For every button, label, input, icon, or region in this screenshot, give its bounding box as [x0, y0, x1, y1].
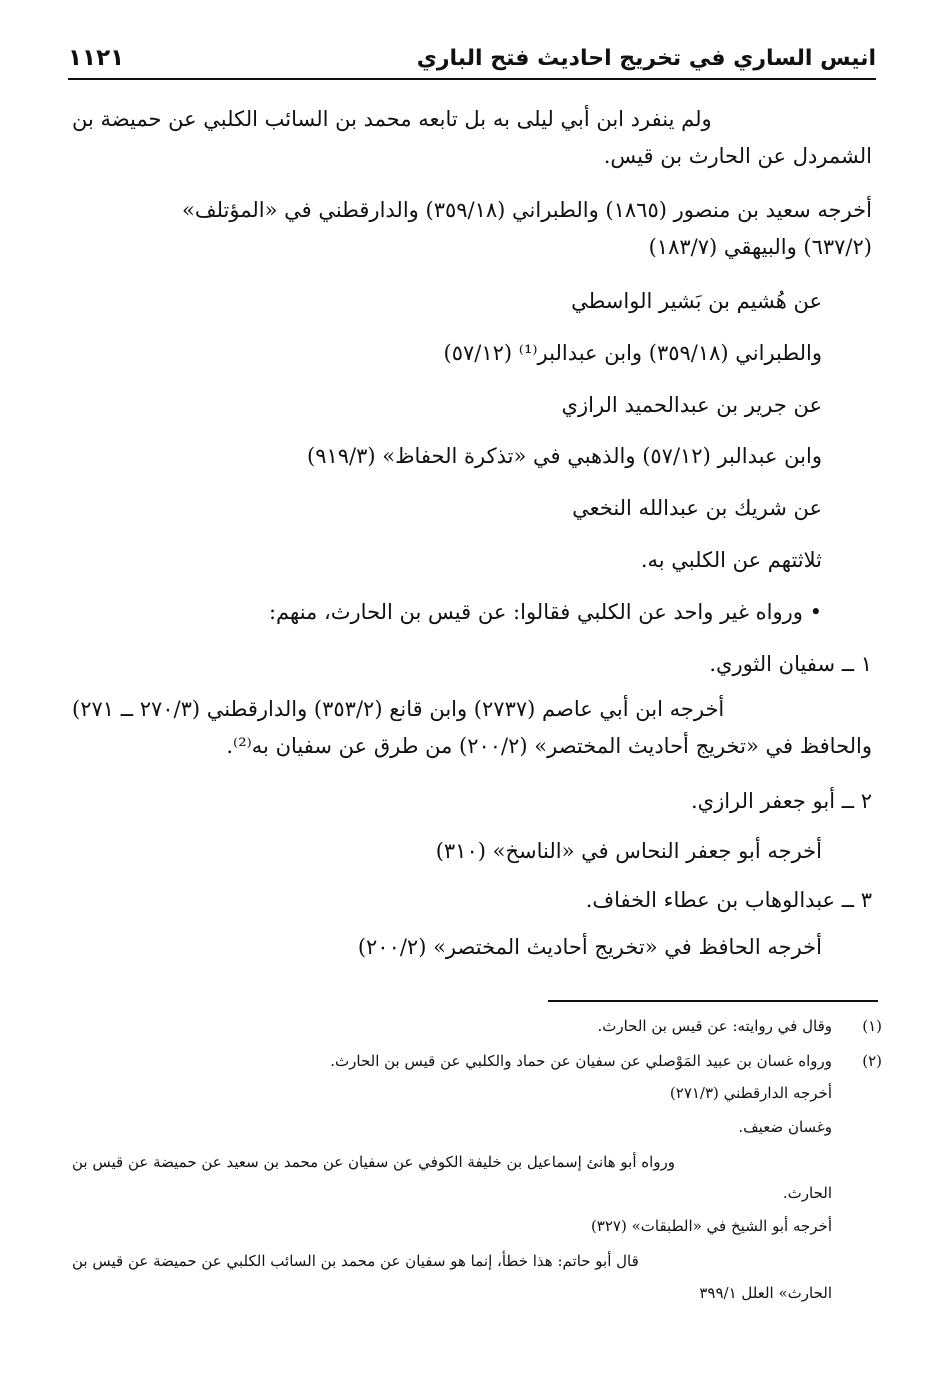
bullet-line-rawahu: • ورواه غير واحد عن الكلبي فقالوا: عن قيس بن الحارث، منهم: [268, 600, 822, 624]
footnote-1-number: (١) [862, 1017, 882, 1035]
chain-line-ibn-abdulbarr: وابن عبدالبر (٥٧/١٢) والذهبي في «تذكرة الحفاظ» (٩١٩/٣) [306, 444, 822, 468]
chain-line-summary: ثلاثتهم عن الكلبي به. [640, 548, 822, 572]
chain-line-jarir: عن جرير بن عبدالحميد الرازي [561, 393, 822, 417]
list-item-3: ٣ ــ عبدالوهاب بن عطاء الخفاف. [585, 888, 872, 912]
running-header [68, 38, 876, 80]
footnote-separator [548, 1000, 878, 1002]
paragraph-2-line-2: (٦٣٧/٢) والبيهقي (١٨٣/٧) [648, 235, 872, 259]
footnote-2-number: (٢) [862, 1052, 882, 1070]
footnote-2-line-3: وغسان ضعيف. [738, 1118, 832, 1136]
chain-line-sharik: عن شريك بن عبدالله النخعي [572, 496, 822, 520]
paragraph-1-line-1: ولم ينفرد ابن أبي ليلى به بل تابعه محمد بن السائب الكلبي عن حميضة بن [72, 107, 712, 131]
footnote-1-text: وقال في روايته: عن قيس بن الحارث. [597, 1017, 832, 1035]
paragraph-1-line-2: الشمردل عن الحارث بن قيس. [603, 144, 872, 168]
chain-line-hushaym: عن هُشيم بن بَشير الواسطي [571, 289, 822, 313]
list-item-2-text: أخرجه أبو جعفر النحاس في «الناسخ» (٣١٠) [435, 839, 822, 863]
list-item-3-text: أخرجه الحافظ في «تخريج أحاديث المختصر» (٢٠٠/٢) [357, 935, 822, 959]
chain-line-tabarani: والطبراني (٣٥٩/١٨) وابن عبدالبر⁽¹⁾ (٥٧/١٢) [443, 341, 822, 365]
footnote-2-line-4: ورواه أبو هانئ إسماعيل بن خليفة الكوفي عن سفيان عن محمد بن سعيد عن حميضة عن قيس بن [72, 1153, 676, 1171]
footnote-2-line-1: ورواه غسان بن عبيد المَوْصلي عن سفيان عن حماد والكلبي عن قيس بن الحارث. [330, 1052, 832, 1070]
footnote-2-line-8: الحارث» العلل ٣٩٩/١ [699, 1284, 832, 1302]
paragraph-2-line-1: أخرجه سعيد بن منصور (١٨٦٥) والطبراني (٣٥٩/١٨) والدارقطني في «المؤتلف» [181, 198, 872, 222]
footnote-2-line-6: أخرجه أبو الشيخ في «الطبقات» (٣٢٧) [590, 1217, 832, 1235]
list-item-2: ٢ ــ أبو جعفر الرازي. [690, 789, 872, 813]
list-item-1-text-line-2: والحافظ في «تخريج أحاديث المختصر» (٢٠٠/٢) من طرق عن سفيان به⁽²⁾. [226, 734, 872, 758]
book-title: انيس الساري في تخريج احاديث فتح الباري [416, 45, 876, 71]
list-item-1-text-line-1: أخرجه ابن أبي عاصم (٢٧٣٧) وابن قانع (٣٥٣/٢) والدارقطني (٢٧٠/٣ ــ ٢٧١) [72, 697, 725, 721]
footnote-2-line-5: الحارث. [782, 1184, 832, 1202]
page-number: ١١٢١ [68, 45, 125, 71]
footnote-2-line-7: قال أبو حاتم: هذا خطأ، إنما هو سفيان عن محمد بن السائب الكلبي عن حميضة عن قيس بن [72, 1252, 639, 1270]
list-item-1: ١ ــ سفيان الثوري. [709, 652, 872, 676]
footnote-2-line-2: أخرجه الدارقطني (٢٧١/٣) [669, 1084, 832, 1102]
